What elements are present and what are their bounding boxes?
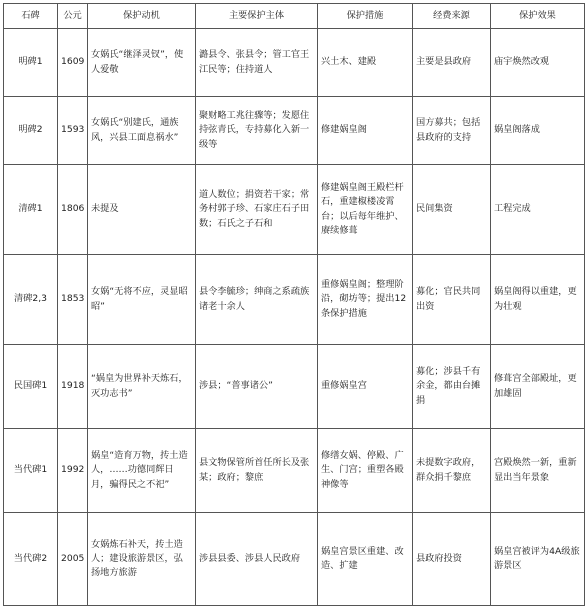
header-protector: 主要保护主体 xyxy=(196,4,318,29)
cell-stele: 清碑1 xyxy=(4,165,58,255)
header-funding: 经费来源 xyxy=(413,4,491,29)
cell-measures: 修建娲皇阁王殿栏杆石，重建椒楼凌霄台；以后每年维护、赓续修葺 xyxy=(318,165,413,255)
header-measures: 保护措施 xyxy=(318,4,413,29)
cell-effect: 工程完成 xyxy=(491,165,585,255)
cell-year: 1918 xyxy=(58,345,88,429)
cell-stele: 清碑2,3 xyxy=(4,255,58,345)
cell-motive: 女娲“无将不应，灵显昭昭” xyxy=(88,255,196,345)
cell-funding: 未提数字政府，群众捐千黎庶 xyxy=(413,429,491,513)
cell-funding: 国方募共；包括县政府的支持 xyxy=(413,97,491,165)
cell-motive: 女娲氏“继泽灵钗”，使人爱敬 xyxy=(88,29,196,97)
cell-measures: 修建娲皇阁 xyxy=(318,97,413,165)
cell-protector: 道人数位；捐资若干家；常务村郭子珍、石家庄石子田数；石氏之子石和 xyxy=(196,165,318,255)
cell-effect: 修葺宫全部殿址，更加雄固 xyxy=(491,345,585,429)
cell-stele: 明碑1 xyxy=(4,29,58,97)
stele-protection-table xyxy=(3,3,585,606)
cell-measures: 重修娲皇阁；整理阶沿，砌坊等；提出12条保护措施 xyxy=(318,255,413,345)
header-row xyxy=(4,4,585,29)
header-stele: 石碑 xyxy=(4,4,58,29)
cell-year: 1853 xyxy=(58,255,88,345)
header-effect: 保护效果 xyxy=(491,4,585,29)
cell-motive: 女娲炼石补天，抟土造人；建设旅游景区，弘扬地方旅游 xyxy=(88,513,196,606)
cell-funding: 主要是县政府 xyxy=(413,29,491,97)
cell-year: 1593 xyxy=(58,97,88,165)
cell-motive: 女娲氏“别建氏，通族风，兴县工面息祸水” xyxy=(88,97,196,165)
cell-measures: 娲皇宫景区重建、改造、扩建 xyxy=(318,513,413,606)
cell-effect: 娲皇阁得以重建，更为壮观 xyxy=(491,255,585,345)
cell-year: 1609 xyxy=(58,29,88,97)
cell-measures: 修缮女娲、停殿、广生、门宫；重塑各殿神像等 xyxy=(318,429,413,513)
cell-stele: 民国碑1 xyxy=(4,345,58,429)
table-row xyxy=(4,29,585,97)
table-row xyxy=(4,345,585,429)
cell-stele: 当代碑2 xyxy=(4,513,58,606)
cell-year: 2005 xyxy=(58,513,88,606)
table-row xyxy=(4,255,585,345)
cell-motive: “娲皇为世界补天炼石，灭功志书” xyxy=(88,345,196,429)
cell-funding: 民间集资 xyxy=(413,165,491,255)
cell-year: 1992 xyxy=(58,429,88,513)
cell-funding: 募化；官民共同出资 xyxy=(413,255,491,345)
header-year: 公元 xyxy=(58,4,88,29)
cell-stele: 当代碑1 xyxy=(4,429,58,513)
cell-effect: 娲皇阁落成 xyxy=(491,97,585,165)
cell-motive: 未提及 xyxy=(88,165,196,255)
table-row xyxy=(4,513,585,606)
cell-protector: 县文物保管所首任所长及张某；政府；黎庶 xyxy=(196,429,318,513)
cell-measures: 重修娲皇宫 xyxy=(318,345,413,429)
cell-funding: 县政府投资 xyxy=(413,513,491,606)
cell-measures: 兴土木、建殿 xyxy=(318,29,413,97)
cell-effect: 庙宇焕然改观 xyxy=(491,29,585,97)
cell-protector: 潞县令、张县令；管工官王江民等；住持道人 xyxy=(196,29,318,97)
table-row xyxy=(4,97,585,165)
cell-protector: 聚财略工兆往骤等；发愿住持弦青氏，专持募化入新一级等 xyxy=(196,97,318,165)
cell-protector: 涉县；“普事诸公” xyxy=(196,345,318,429)
cell-year: 1806 xyxy=(58,165,88,255)
table-row xyxy=(4,429,585,513)
cell-motive: 娲皇“造育万物，抟土造人，……功德同辉日月，骗得民之不祀” xyxy=(88,429,196,513)
header-motive: 保护动机 xyxy=(88,4,196,29)
cell-protector: 县令李毓珍；绅商之系疏族诸老十余人 xyxy=(196,255,318,345)
cell-effect: 宫殿焕然一新，重新显出当年景象 xyxy=(491,429,585,513)
cell-funding: 募化；涉县千有余金，都由台摊捐 xyxy=(413,345,491,429)
cell-stele: 明碑2 xyxy=(4,97,58,165)
cell-effect: 娲皇宫被评为4A级旅游景区 xyxy=(491,513,585,606)
cell-protector: 涉县县委、涉县人民政府 xyxy=(196,513,318,606)
table-row xyxy=(4,165,585,255)
